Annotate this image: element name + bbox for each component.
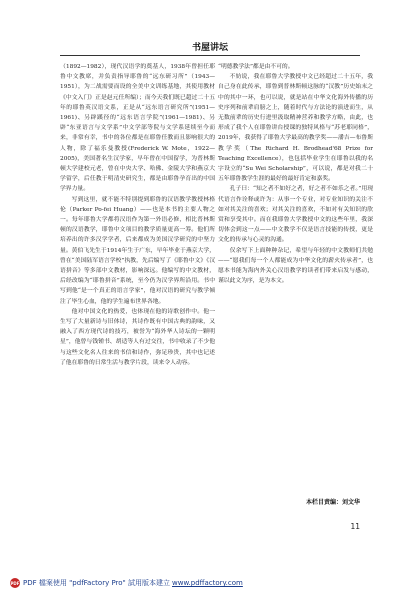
pdf-footer <box>10 576 243 590</box>
left-paragraph-2: 写到这里，就不能不特别提到耶鲁的汉语教学教授林格伦（Parker Po-fei Huang）——也是本书的主要人物之一。每年耶鲁大学都将汉语作为第一外语必修，相比普林斯顿的汉语教学，耶鲁中文项目的教学质量更高一筹。他们所培养出的许多汉学学者，后来都成为美国汉学研究的中坚力量。黄伯飞先生于1914年生于广东，早年毕业于燕京大学，曾在“美国陆军语言学校”执教，先后编写了《耶鲁中文》《汉语拼音》等多部中文教材，影响深远。他编写的中文教材，后经改编为“耶鲁拼音”系统，至今仍为汉学界所沿用。书中写到他“是一个真正的语言学家”，他对汉语的研究与教学倾注了毕生心血，他的学生遍布世界各地。 <box>60 196 215 305</box>
header-rule <box>60 55 360 56</box>
right-paragraph-3: 孔子曰：“知之者不如好之者，好之者不如乐之者。”用现代语言作诠释或许为：从事一个专业，对专业知识的关注不如对其关注的喜欢；对其关注的喜欢，不如对有关知识的欣赏和享受其中。而在我耶鲁大学教授中文的这些年里，我深切体会到这一点——中文教学不仅是语言技能的传授，更是文化的传承与心灵的沟通。 <box>218 186 373 244</box>
page-number: 11 <box>350 522 360 531</box>
left-paragraph-3: 他对中国文化的热爱，也体现在他的诗歌创作中。他一生写了大量新诗与旧体诗，其诗作既有中国古典的韵味，又融入了西方现代诗的技巧，被誉为“海外华人诗坛的一颗明星”，他曾与钱锺书、胡适等人有过交往，书中收录了不少他与这些文化名人往来的书信和诗作，弥足珍贵，其中也记述了他在耶鲁的日常生活与教学片段，读来令人动容。 <box>60 308 215 366</box>
pdf-logo-icon: PDF <box>10 578 20 588</box>
right-paragraph-4: 仅余写下上面种种杂记，希望与年轻的中文教师们共勉——“愿我们每一个人都能成为中华文化的薪火传承者”，也愿本书能为海内外关心汉语教学的读者们带来启发与感动，谨以此文为序，是为本文。 <box>218 247 373 285</box>
right-text-column <box>218 62 373 494</box>
left-text-column <box>60 62 215 502</box>
section-header-title: 书屋讲坛 <box>191 43 228 53</box>
footer-text: PDF 檔案使用 "pdfFactory Pro" 試用版本建立 <box>23 579 171 587</box>
editor-credit: 本栏目责编：刘文华 <box>305 499 360 506</box>
right-paragraph-1: “明德教学法”都是由不可的。 <box>218 64 294 70</box>
left-paragraph-1: （1892—1982），现代汉语学的奠基人，1938年曾担任耶鲁中文教席，并负责指导耶鲁的“远东研习所”（1943—1951），为二战需要而设的全美中文训练基地，其使用教材《中文入门》正是赵元任所编）；而今天我们既已超过二十五年的耶鲁英汉语文系，正是从“远东语言研究所”(1951—1961)、另辟蹊径的“远东语言学院”(1961—1981)、另辟“东亚语言与文学系”中文学部等院与文学系延续至今而来，非常有幸，书中的各位都是在耶鲁任教而且影响很大的人物，除了福乐曼教授(Frederick W. Mote，1922—2005)，美国著名生汉学家，早年曾在中国留学，为普林斯顿大学建校元老，曾在中央大学、哈佛、金陵大学和燕京大学留学，后任教于明清史研究生，都是由耶鲁孕育出的中国学界力量。 <box>60 64 215 193</box>
right-paragraph-2: 不妨说，我在耶鲁大学教授中文已经超过二十五年，我自己身在此传承，耶鲁到普林斯顿这脉的“汉教”历史始末之中的其中一环，也可以说，就是站在中华文化海外传播的历史序列和前辈肩膀之上，随着时代与方法论的演进而生，从无数前辈的历史行进里汲取精神营养和教学方略，由此，也形成了我个人在耶鲁讲台授课的独特风格与“苏老耶同格”，2019年，我获得了耶鲁大学最高的教学奖——潘吉—布鲁斯教学奖（The Richard H. Brodhead'68 Prize for Teaching Excellence），也包括毕业学生在耶鲁以我的名字设立的“Su Wei Scholarship”，可以说，都是对我二十五年耶鲁教学生涯的最好的最好肯定和嘉奖。 <box>218 74 373 183</box>
footer-link[interactable]: www.pdffactory.com <box>172 579 243 587</box>
